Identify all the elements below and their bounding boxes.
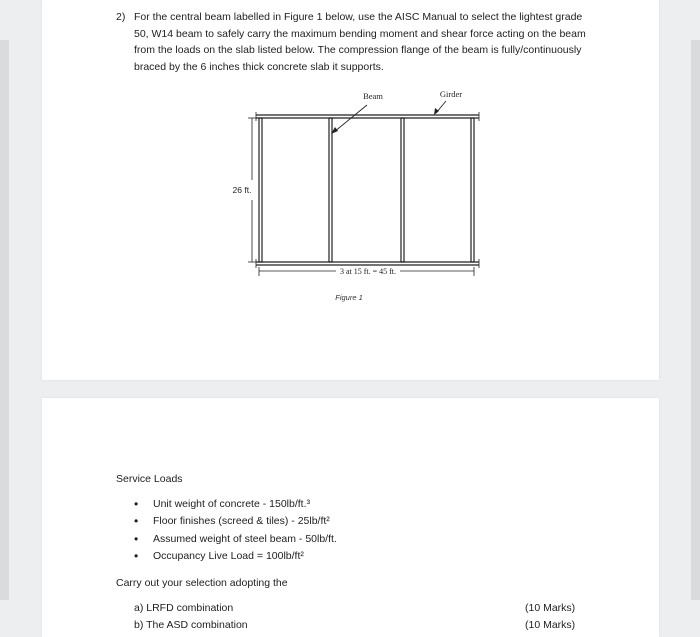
figure-caption: Figure 1 [335,293,363,302]
girder-arrowhead [434,108,439,115]
asd-marks: (10 Marks) [525,619,576,631]
central-beam-1 [329,118,332,262]
list-item-concrete-weight: • Unit weight of concrete - 150lb/ft.³ [134,496,337,513]
lrfd-marks: (10 Marks) [525,602,576,614]
lrfd-combination: a) LRFD combination [134,602,234,614]
question-number: 2) [116,11,126,23]
span-label: 26 ft. [232,185,252,195]
service-loads-heading: Service Loads [116,473,183,485]
instruction-text: Carry out your selection adopting the [116,577,288,589]
beam-label: Beam [363,91,383,101]
list-item-live-load: • Occupancy Live Load = 100lb/ft² [134,548,337,565]
question-text: For the central beam labelled in Figure 1 below, use the AISC Manual to select the lightest grade 50, W14 beam to safely carry the maximum bending moment and shear force acting on the beam from the loads on the slab listed below. The compression flange of the beam is fully/continuously braced by the 6 inches thick concrete slab it supports. [134,11,586,73]
list-item-steel-beam-weight: • Assumed weight of steel beam - 50lb/ft. [134,531,337,548]
dimension-label: 3 at 15 ft. = 45 ft. [339,267,397,276]
list-item-floor-finishes: • Floor finishes (screed & tiles) - 25lb/ft² [134,513,337,530]
girder-label: Girder [439,89,463,99]
service-loads-list [134,496,337,565]
left-edge-beam [259,118,262,262]
asd-combination: b) The ASD combination [134,619,248,631]
right-edge-beam [471,118,474,262]
central-beam-2 [401,118,404,262]
